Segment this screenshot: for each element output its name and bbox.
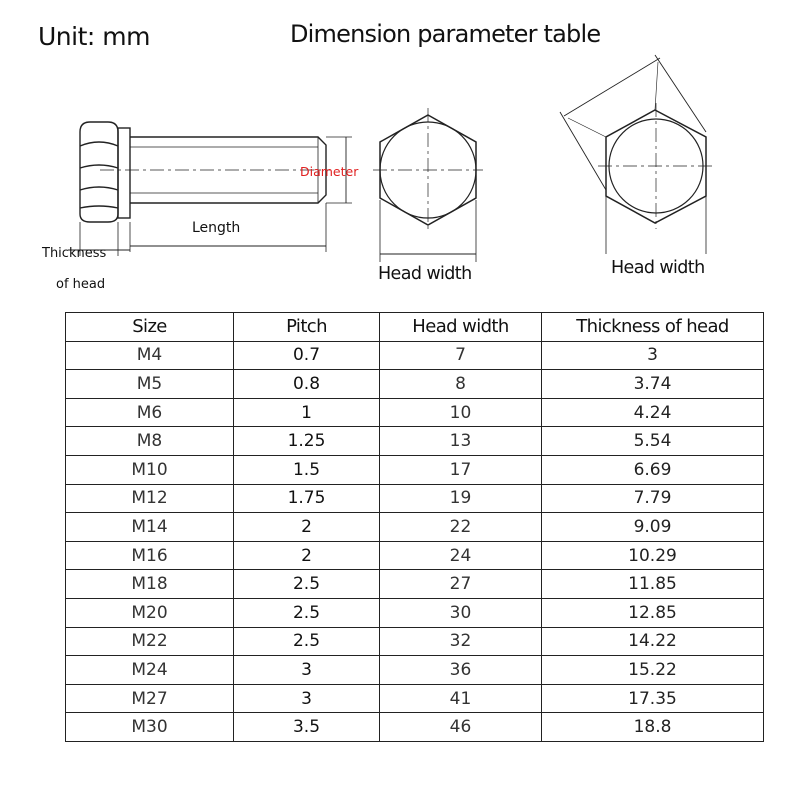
cell-pitch: 3 bbox=[234, 656, 380, 685]
cell-pitch: 2 bbox=[234, 513, 380, 542]
cell-head-width: 8 bbox=[380, 370, 542, 399]
table-row bbox=[66, 541, 764, 570]
head-width-label-left: Head width bbox=[378, 264, 472, 284]
cell-thickness: 17.35 bbox=[542, 684, 764, 713]
hex-head-front-view bbox=[373, 108, 483, 262]
cell-size: M18 bbox=[66, 570, 234, 599]
cell-thickness: 5.54 bbox=[542, 427, 764, 456]
thickness-label-line2: of head bbox=[56, 277, 106, 292]
cell-pitch: 3.5 bbox=[234, 713, 380, 742]
table-row bbox=[66, 341, 764, 370]
table-row bbox=[66, 484, 764, 513]
column-header-size: Size bbox=[66, 313, 234, 342]
dimension-table bbox=[65, 312, 764, 742]
table-row bbox=[66, 627, 764, 656]
cell-pitch: 2.5 bbox=[234, 598, 380, 627]
table-row bbox=[66, 570, 764, 599]
table-row bbox=[66, 427, 764, 456]
cell-thickness: 9.09 bbox=[542, 513, 764, 542]
cell-thickness: 18.8 bbox=[542, 713, 764, 742]
cell-pitch: 3 bbox=[234, 684, 380, 713]
cell-pitch: 2 bbox=[234, 541, 380, 570]
cell-size: M6 bbox=[66, 398, 234, 427]
table-row bbox=[66, 513, 764, 542]
cell-head-width: 22 bbox=[380, 513, 542, 542]
cell-pitch: 1.5 bbox=[234, 455, 380, 484]
cell-size: M12 bbox=[66, 484, 234, 513]
cell-pitch: 0.8 bbox=[234, 370, 380, 399]
cell-head-width: 32 bbox=[380, 627, 542, 656]
bolt-diagram bbox=[0, 0, 800, 310]
thickness-label-line1: Thickness bbox=[42, 246, 107, 261]
cell-pitch: 1.25 bbox=[234, 427, 380, 456]
column-header-thickness: Thickness of head bbox=[542, 313, 764, 342]
cell-thickness: 3 bbox=[542, 341, 764, 370]
hex-head-rotated-view bbox=[560, 55, 714, 254]
cell-thickness: 10.29 bbox=[542, 541, 764, 570]
unit-label: Unit: mm bbox=[38, 22, 150, 51]
column-header-head-width: Head width bbox=[380, 313, 542, 342]
cell-head-width: 27 bbox=[380, 570, 542, 599]
cell-thickness: 11.85 bbox=[542, 570, 764, 599]
cell-head-width: 41 bbox=[380, 684, 542, 713]
cell-head-width: 19 bbox=[380, 484, 542, 513]
table-row bbox=[66, 455, 764, 484]
cell-size: M14 bbox=[66, 513, 234, 542]
cell-head-width: 30 bbox=[380, 598, 542, 627]
cell-size: M20 bbox=[66, 598, 234, 627]
cell-pitch: 2.5 bbox=[234, 627, 380, 656]
cell-thickness: 4.24 bbox=[542, 398, 764, 427]
table-row bbox=[66, 656, 764, 685]
cell-thickness: 7.79 bbox=[542, 484, 764, 513]
table-row bbox=[66, 713, 764, 742]
cell-size: M22 bbox=[66, 627, 234, 656]
column-header-pitch: Pitch bbox=[234, 313, 380, 342]
cell-pitch: 1 bbox=[234, 398, 380, 427]
cell-pitch: 1.75 bbox=[234, 484, 380, 513]
cell-head-width: 36 bbox=[380, 656, 542, 685]
cell-size: M5 bbox=[66, 370, 234, 399]
cell-head-width: 17 bbox=[380, 455, 542, 484]
cell-thickness: 6.69 bbox=[542, 455, 764, 484]
cell-head-width: 46 bbox=[380, 713, 542, 742]
cell-size: M24 bbox=[66, 656, 234, 685]
cell-pitch: 2.5 bbox=[234, 570, 380, 599]
cell-thickness: 12.85 bbox=[542, 598, 764, 627]
length-label: Length bbox=[192, 220, 241, 236]
cell-head-width: 7 bbox=[380, 341, 542, 370]
cell-size: M30 bbox=[66, 713, 234, 742]
cell-size: M27 bbox=[66, 684, 234, 713]
cell-thickness: 14.22 bbox=[542, 627, 764, 656]
cell-size: M16 bbox=[66, 541, 234, 570]
table-row bbox=[66, 598, 764, 627]
cell-head-width: 24 bbox=[380, 541, 542, 570]
table-body bbox=[66, 341, 764, 741]
table-row bbox=[66, 684, 764, 713]
cell-size: M4 bbox=[66, 341, 234, 370]
table-row bbox=[66, 398, 764, 427]
table-row bbox=[66, 370, 764, 399]
cell-size: M10 bbox=[66, 455, 234, 484]
table-header-row bbox=[66, 313, 764, 342]
cell-head-width: 10 bbox=[380, 398, 542, 427]
cell-thickness: 3.74 bbox=[542, 370, 764, 399]
cell-pitch: 0.7 bbox=[234, 341, 380, 370]
page-title: Dimension parameter table bbox=[290, 20, 601, 48]
diameter-label: Diameter bbox=[300, 164, 359, 179]
cell-head-width: 13 bbox=[380, 427, 542, 456]
head-width-label-right: Head width bbox=[611, 258, 705, 278]
cell-thickness: 15.22 bbox=[542, 656, 764, 685]
cell-size: M8 bbox=[66, 427, 234, 456]
